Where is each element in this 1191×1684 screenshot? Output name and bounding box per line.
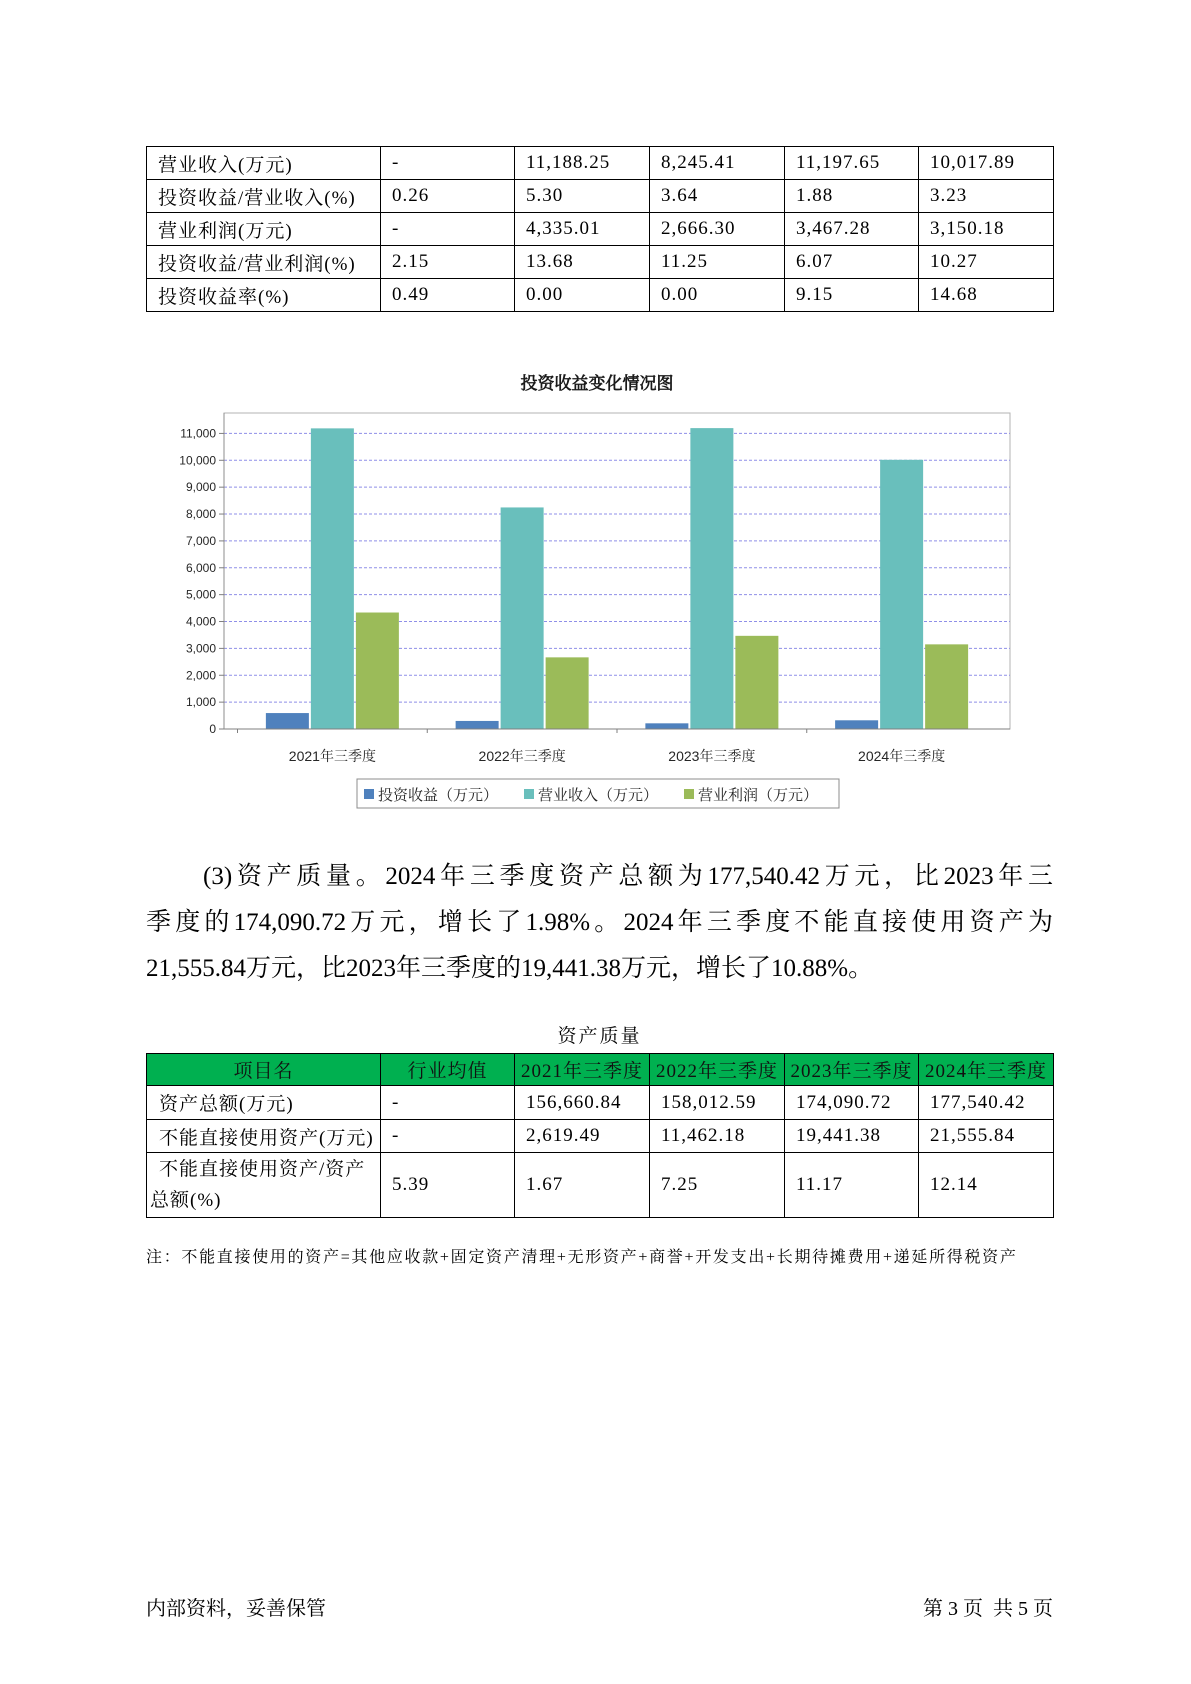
asset-quality-table [146, 1053, 1054, 1218]
y-tick-label: 7,000 [185, 533, 216, 548]
footer-page-number: 第 3 页 共 5 页 [923, 1598, 1053, 1620]
table-footnote: 注：不能直接使用的资产=其他应收款+固定资产清理+无形资产+商誉+开发支出+长期待摊费用+递延所得税资产 [146, 1249, 1018, 1266]
item-value: 11.17 [785, 1153, 919, 1218]
legend-swatch-investment-income [364, 789, 374, 799]
table-row [147, 1086, 1054, 1120]
metric-value: 3,467.28 [785, 213, 919, 246]
x-tick-label: 2021年三季度 [288, 748, 376, 764]
item-value: 177,540.42 [919, 1086, 1054, 1120]
x-tick-label: 2023年三季度 [668, 748, 756, 764]
table-row [147, 246, 1054, 279]
item-label: 不能直接使用资产/资产总额(%) [147, 1153, 381, 1218]
metric-label: 营业利润(万元) [147, 213, 381, 246]
metric-label: 投资收益/营业利润(%) [147, 246, 381, 279]
column-header: 2021年三季度 [515, 1054, 650, 1086]
item-value: 21,555.84 [919, 1120, 1054, 1153]
metric-value: 6.07 [785, 246, 919, 279]
paragraph-line: 季度的174,090.72万元，增长了1.98%。2024年三季度不能直接使用资产为 [146, 909, 1053, 936]
y-tick-label: 6,000 [185, 560, 216, 575]
bar-operating-profit [735, 636, 778, 729]
item-value: 158,012.59 [650, 1086, 785, 1120]
asset-quality-paragraph [146, 854, 1053, 992]
metric-value: 1.88 [785, 180, 919, 213]
bar-operating-profit [546, 657, 589, 729]
item-value: 156,660.84 [515, 1086, 650, 1120]
footer-confidential-label: 内部资料，妥善保管 [146, 1598, 326, 1620]
item-label: 不能直接使用资产(万元) [147, 1120, 381, 1153]
industry-average-value: - [381, 1086, 515, 1120]
header-row [147, 1054, 1054, 1086]
y-tick-label: 10,000 [179, 453, 216, 468]
table-row [147, 1120, 1054, 1153]
metric-value: 3,150.18 [919, 213, 1054, 246]
table-body [147, 147, 1054, 312]
metric-value: 11.25 [650, 246, 785, 279]
table-row [147, 213, 1054, 246]
table-header [147, 1054, 1054, 1086]
metric-value: 0.00 [650, 279, 785, 312]
table-row [147, 147, 1054, 180]
table-body [147, 1086, 1054, 1218]
metric-value: 10,017.89 [919, 147, 1054, 180]
y-tick-label: 5,000 [185, 587, 216, 602]
table-row [147, 180, 1054, 213]
item-value: 12.14 [919, 1153, 1054, 1218]
x-tick-label: 2022年三季度 [478, 748, 566, 764]
metric-value: 3.23 [919, 180, 1054, 213]
metric-label: 投资收益率(%) [147, 279, 381, 312]
industry-average-value: 2.15 [381, 246, 515, 279]
metric-value: 14.68 [919, 279, 1054, 312]
y-tick-label: 3,000 [185, 641, 216, 656]
industry-average-value: 5.39 [381, 1153, 515, 1218]
metric-label: 投资收益/营业收入(%) [147, 180, 381, 213]
metric-label: 营业收入(万元) [147, 147, 381, 180]
item-value: 174,090.72 [785, 1086, 919, 1120]
column-header: 2023年三季度 [785, 1054, 919, 1086]
column-header: 行业均值 [381, 1054, 515, 1086]
legend-label-revenue: 营业收入（万元） [538, 787, 659, 804]
bar-investment-income [456, 721, 499, 729]
item-value: 2,619.49 [515, 1120, 650, 1153]
item-value: 7.25 [650, 1153, 785, 1218]
y-tick-label: 9,000 [185, 480, 216, 495]
legend-swatch-operating-profit [684, 789, 694, 799]
paragraph-line: (3)资产质量。2024年三季度资产总额为177,540.42万元，比2023年三 [203, 863, 1053, 890]
industry-average-value: - [381, 147, 515, 180]
item-value: 1.67 [515, 1153, 650, 1218]
chart-title: 投资收益变化情况图 [520, 374, 674, 393]
metric-value: 4,335.01 [515, 213, 650, 246]
legend-label-operating-profit: 营业利润（万元） [698, 787, 819, 804]
bar-revenue [880, 460, 923, 729]
item-value: 11,462.18 [650, 1120, 785, 1153]
column-header: 2024年三季度 [919, 1054, 1054, 1086]
metric-value: 13.68 [515, 246, 650, 279]
metric-value: 11,197.65 [785, 147, 919, 180]
bar-revenue [690, 428, 733, 729]
legend-label-investment-income: 投资收益（万元） [378, 787, 499, 804]
column-header: 项目名 [147, 1054, 381, 1086]
bar-revenue [501, 507, 544, 729]
x-tick-label: 2024年三季度 [858, 748, 946, 764]
bar-investment-income [645, 723, 688, 729]
y-tick-label: 4,000 [185, 614, 216, 629]
investment-income-chart [150, 360, 1050, 820]
legend-swatch-revenue [524, 789, 534, 799]
bar-investment-income [835, 720, 878, 729]
financial-metrics-table [146, 146, 1054, 312]
metric-value: 9.15 [785, 279, 919, 312]
column-header: 2022年三季度 [650, 1054, 785, 1086]
metric-value: 3.64 [650, 180, 785, 213]
industry-average-value: 0.26 [381, 180, 515, 213]
table-caption: 资产质量 [557, 1026, 642, 1047]
table-row [147, 279, 1054, 312]
y-tick-label: 1,000 [185, 695, 216, 710]
bar-operating-profit [356, 613, 399, 729]
industry-average-value: - [381, 1120, 515, 1153]
item-value: 19,441.38 [785, 1120, 919, 1153]
metric-value: 8,245.41 [650, 147, 785, 180]
y-tick-label: 8,000 [185, 507, 216, 522]
industry-average-value: 0.49 [381, 279, 515, 312]
metric-value: 0.00 [515, 279, 650, 312]
paragraph-line: 21,555.84万元，比2023年三季度的19,441.38万元，增长了10.88%。 [146, 955, 874, 982]
table-row [147, 1153, 1054, 1218]
y-tick-label: 11,000 [180, 426, 216, 441]
bar-operating-profit [925, 644, 968, 729]
metric-value: 11,188.25 [515, 147, 650, 180]
bar-investment-income [266, 713, 309, 729]
legend [357, 779, 839, 808]
metric-value: 5.30 [515, 180, 650, 213]
metric-value: 2,666.30 [650, 213, 785, 246]
industry-average-value: - [381, 213, 515, 246]
metric-value: 10.27 [919, 246, 1054, 279]
y-tick-label: 2,000 [185, 668, 216, 683]
item-label: 资产总额(万元) [147, 1086, 381, 1120]
bar-revenue [311, 428, 354, 729]
y-tick-label: 0 [209, 722, 216, 736]
